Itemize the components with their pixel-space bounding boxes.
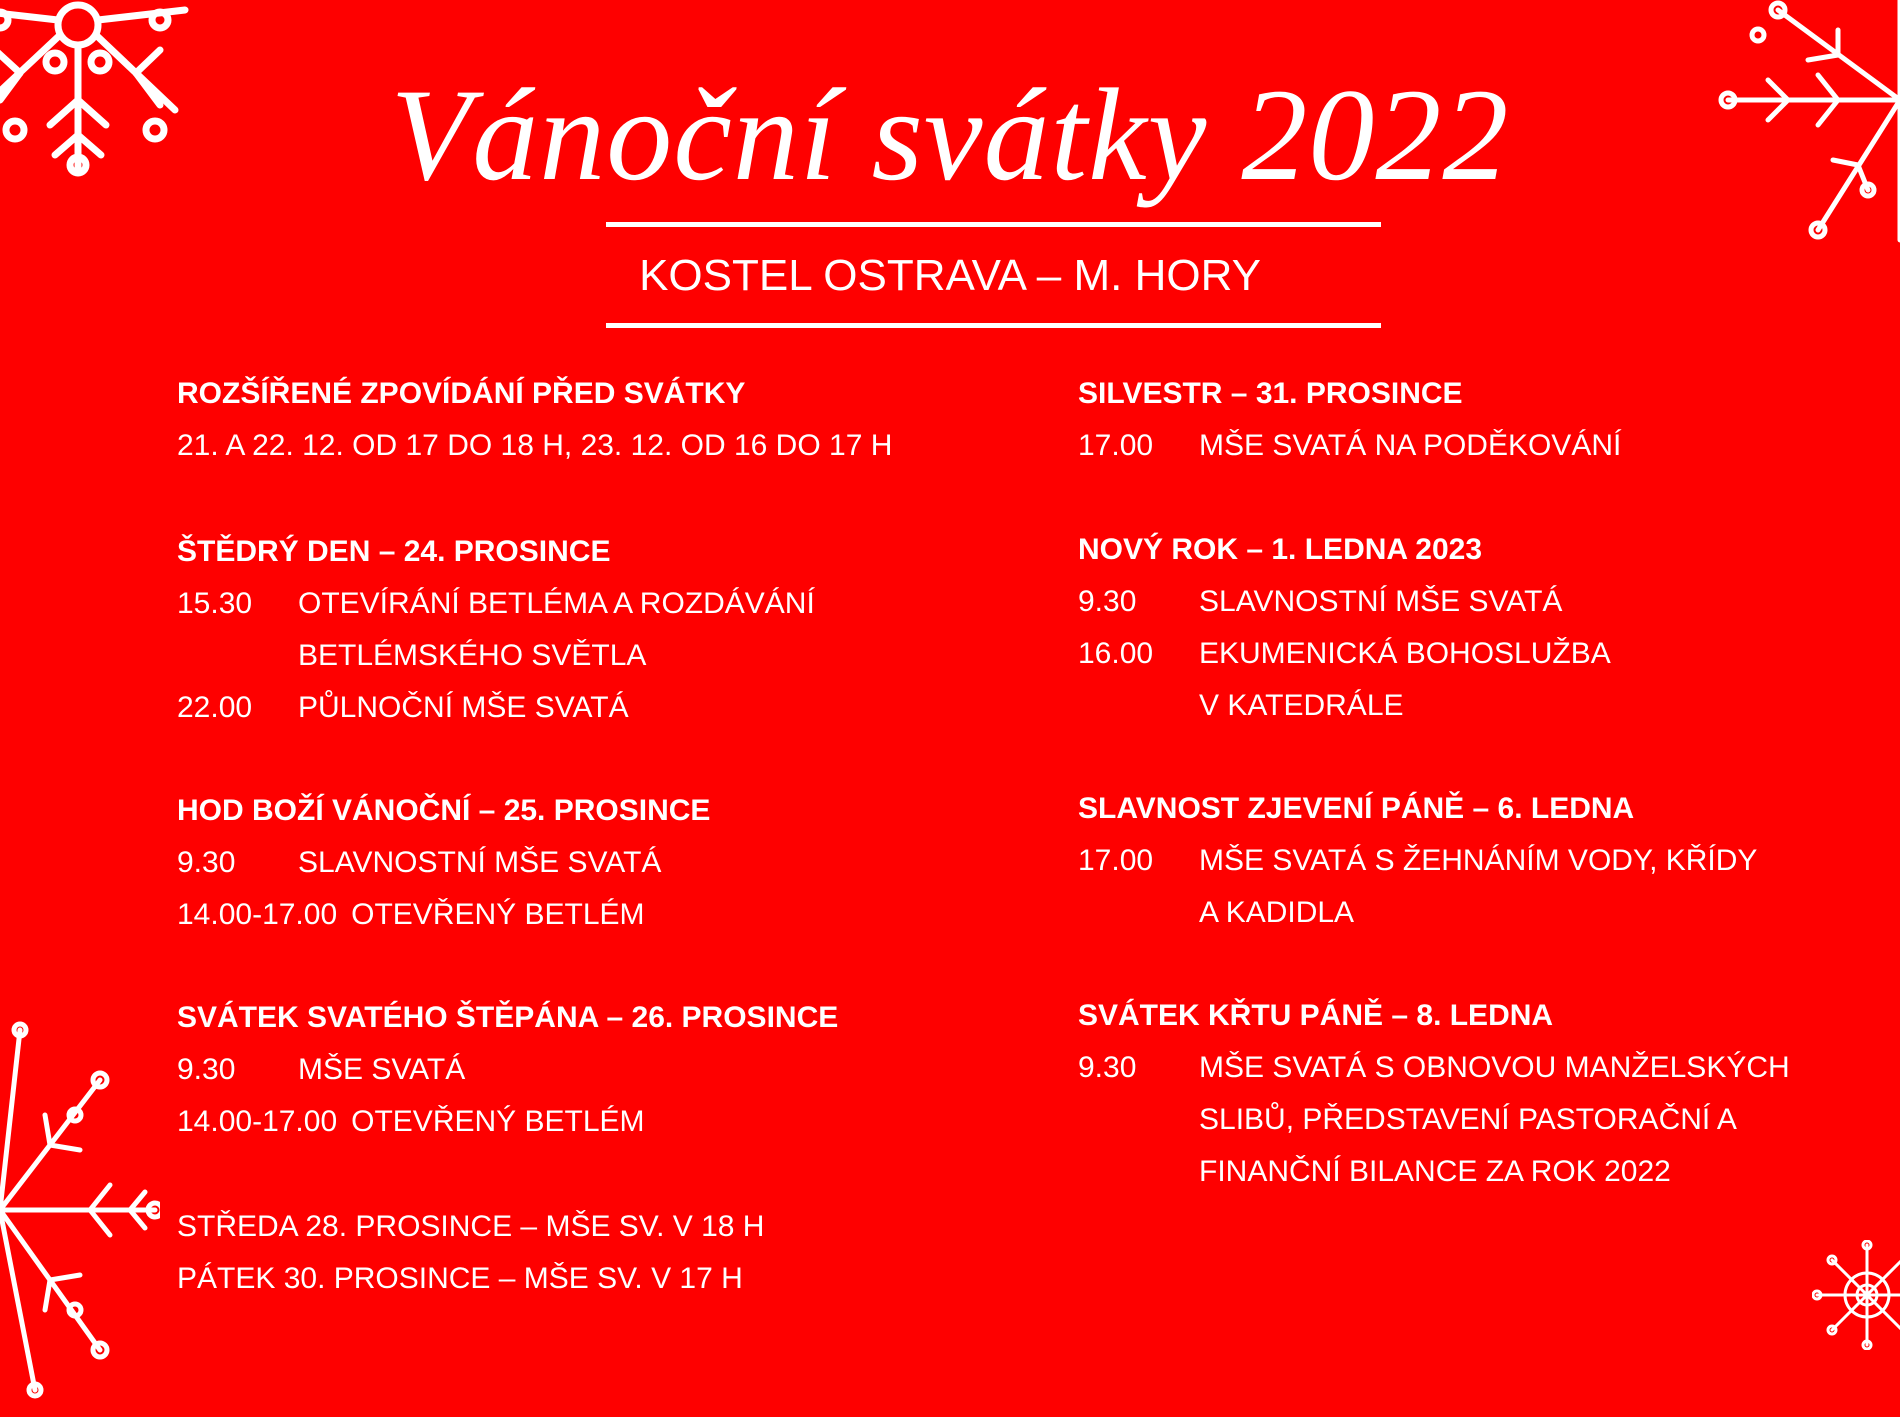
snowflake-icon (0, 0, 230, 190)
event-time: 16.00 (1078, 637, 1154, 670)
page-title: Vánoční svátky 2022 (390, 61, 1510, 208)
schedule-row (177, 682, 937, 734)
section-confession (177, 368, 937, 472)
section-heading: ŠTĚDRÝ DEN – 24. PROSINCE (177, 535, 611, 568)
section-heading: NOVÝ ROK – 1. LEDNA 2023 (1078, 533, 1483, 566)
event-time: 14.00-17.00 (177, 1105, 338, 1138)
section-new-year (1078, 524, 1878, 732)
schedule-line: STŘEDA 28. PROSINCE – MŠE SV. V 18 H (177, 1210, 765, 1243)
event-text: MŠE SVATÁ (298, 1053, 466, 1086)
section-epiphany (1078, 783, 1878, 939)
event-text: OTEVŘENÝ BETLÉM (351, 898, 645, 931)
event-text-continued: A KADIDLA (1199, 896, 1355, 929)
schedule-row (177, 1044, 937, 1096)
event-time: 9.30 (1078, 585, 1137, 618)
event-text: OTEVŘENÝ BETLÉM (351, 1105, 645, 1138)
snowflake-icon (0, 1020, 160, 1400)
snowflake-icon (1812, 1240, 1900, 1350)
schedule-row (1078, 576, 1878, 628)
event-text: OTEVÍRÁNÍ BETLÉMA A ROZDÁVÁNÍ (298, 587, 815, 620)
event-time: 15.30 (177, 587, 253, 620)
event-text-continued: FINANČNÍ BILANCE ZA ROK 2022 (1199, 1155, 1671, 1188)
schedule-row (177, 578, 937, 630)
schedule-row (177, 1096, 937, 1148)
section-heading: SILVESTR – 31. PROSINCE (1078, 377, 1463, 410)
page-subtitle: KOSTEL OSTRAVA – M. HORY (639, 251, 1261, 300)
schedule-row (1078, 628, 1878, 680)
section-extra-masses (177, 1201, 937, 1305)
event-text: SLAVNOSTNÍ MŠE SVATÁ (1199, 585, 1563, 618)
event-text: EKUMENICKÁ BOHOSLUŽBA (1199, 637, 1611, 670)
event-time: 9.30 (1078, 1051, 1137, 1084)
event-time: 14.00-17.00 (177, 898, 338, 931)
section-heading: SLAVNOST ZJEVENÍ PÁNĚ – 6. LEDNA (1078, 792, 1635, 825)
section-st-stephen (177, 992, 937, 1148)
schedule-row (1078, 420, 1878, 472)
snowflake-icon (1718, 0, 1900, 250)
section-silvestr (1078, 368, 1878, 472)
section-baptism (1078, 990, 1878, 1198)
section-christmas-day (177, 785, 937, 941)
event-text: MŠE SVATÁ S OBNOVOU MANŽELSKÝCH (1199, 1051, 1790, 1084)
schedule-row (1078, 1042, 1878, 1094)
schedule-row (1078, 835, 1878, 887)
event-time: 17.00 (1078, 844, 1154, 877)
section-christmas-eve (177, 526, 937, 734)
event-text: SLAVNOSTNÍ MŠE SVATÁ (298, 846, 662, 879)
schedule-row (177, 889, 937, 941)
event-time: 17.00 (1078, 429, 1154, 462)
event-text-continued: BETLÉMSKÉHO SVĚTLA (298, 639, 647, 672)
schedule-line: PÁTEK 30. PROSINCE – MŠE SV. V 17 H (177, 1262, 743, 1295)
section-heading: SVÁTEK KŘTU PÁNĚ – 8. LEDNA (1078, 999, 1554, 1032)
title-divider-top (606, 222, 1381, 227)
event-text-continued: V KATEDRÁLE (1199, 689, 1404, 722)
title-divider-bottom (606, 323, 1381, 328)
section-heading: SVÁTEK SVATÉHO ŠTĚPÁNA – 26. PROSINCE (177, 1001, 839, 1034)
event-text-continued: SLIBŮ, PŘEDSTAVENÍ PASTORAČNÍ A (1199, 1103, 1737, 1136)
event-time: 9.30 (177, 846, 236, 879)
event-text: PŮLNOČNÍ MŠE SVATÁ (298, 691, 629, 724)
schedule-row (177, 837, 937, 889)
event-text: MŠE SVATÁ NA PODĚKOVÁNÍ (1199, 429, 1622, 462)
event-text: MŠE SVATÁ S ŽEHNÁNÍM VODY, KŘÍDY (1199, 844, 1758, 877)
schedule-line: 21. A 22. 12. OD 17 DO 18 H, 23. 12. OD 16 DO 17 H (177, 429, 893, 462)
section-heading: HOD BOŽÍ VÁNOČNÍ – 25. PROSINCE (177, 794, 711, 827)
section-heading: ROZŠÍŘENÉ ZPOVÍDÁNÍ PŘED SVÁTKY (177, 377, 746, 410)
event-time: 9.30 (177, 1053, 236, 1086)
event-time: 22.00 (177, 691, 253, 724)
